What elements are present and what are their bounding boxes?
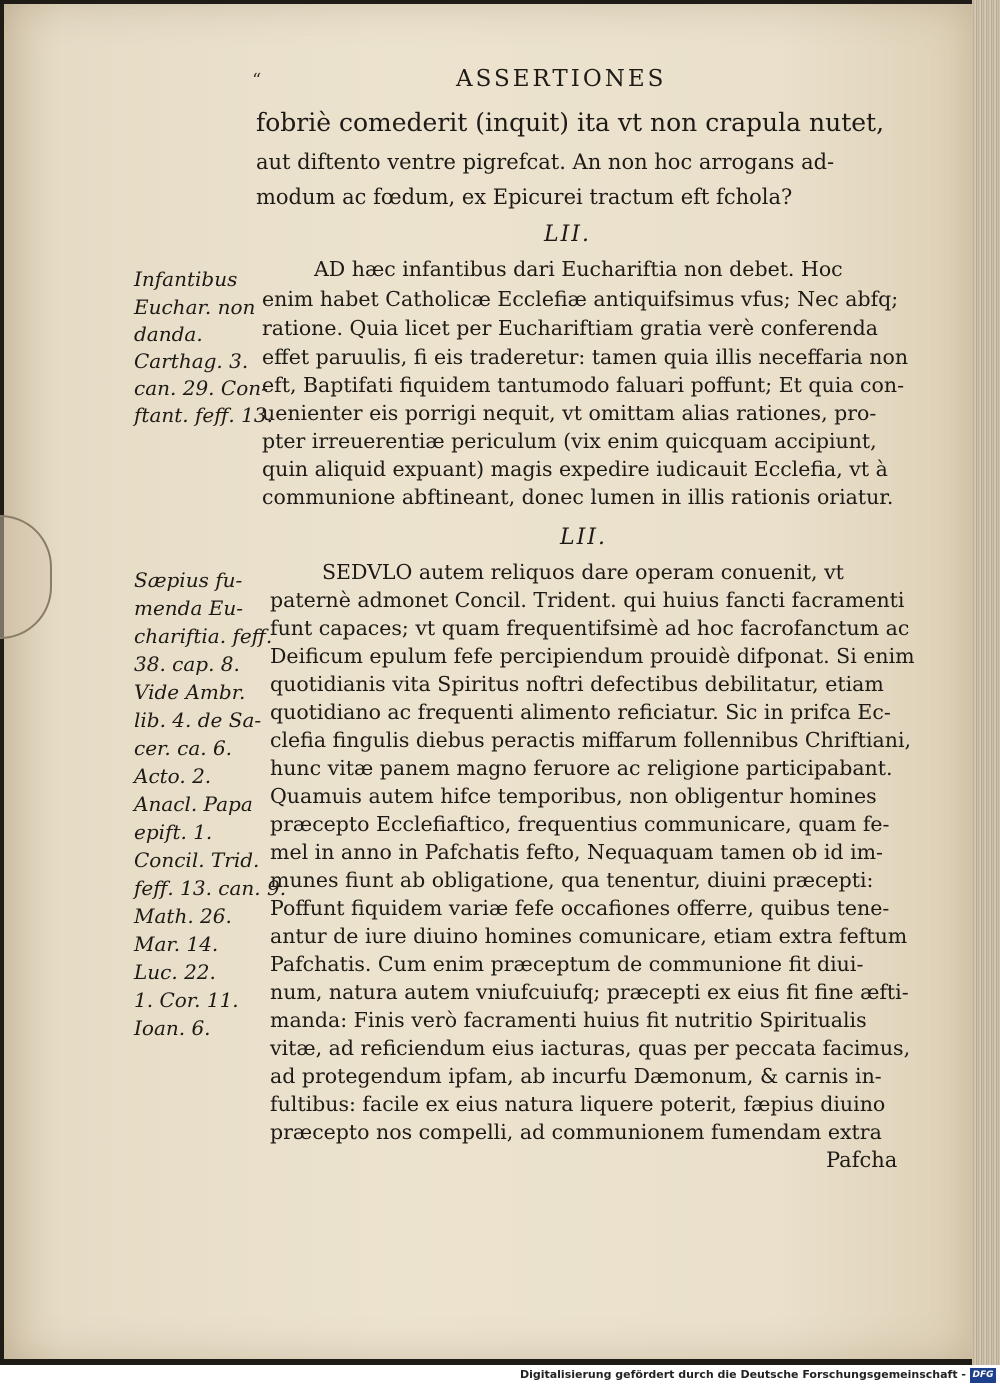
section-number: LII. [544, 222, 591, 247]
running-head: ASSERTIONES [456, 66, 667, 92]
text-line: quotidianis vita Spiritus noftri defectibus debilitatur, etiam [270, 672, 884, 696]
section-number: LII. [560, 525, 607, 550]
text-line: SEDVLO autem reliquos dare operam conuenit, vt [322, 560, 844, 584]
intro-line: aut diftento ventre pigrefcat. An non hoc arrogans ad- [256, 150, 835, 174]
margin-note: Infantibus [134, 267, 238, 291]
text-line: Deificum epulum fefe percipiendum prouidè difponat. Si enim [270, 644, 915, 668]
text-line: Poffunt fiquidem variæ fefe occafiones offerre, quibus tene- [270, 896, 890, 920]
margin-note: menda Eu- [134, 596, 244, 620]
page-mark: “ [252, 70, 262, 91]
margin-note: Math. 26. [134, 904, 232, 928]
text-line: effet paruulis, fi eis traderetur: tamen quia illis neceffaria non [262, 345, 909, 369]
text-line: præcepto Ecclefiaftico, frequentius communicare, quam fe- [270, 812, 890, 836]
text-line: antur de iure diuino homines comunicare, etiam extra feftum [270, 924, 908, 948]
text-line: funt capaces; vt quam frequentifsimè ad hoc facrofanctum ac [270, 616, 910, 640]
text-line: ratione. Quia licet per Euchariftiam gratia verè conferenda [262, 316, 878, 340]
text-line: AD hæc infantibus dari Euchariftia non debet. Hoc [314, 257, 843, 281]
margin-note: chariftia. feff. [134, 624, 273, 648]
text-line: fultibus: facile ex eius natura liquere poterit, fæpius diuino [270, 1092, 886, 1116]
margin-note: Ioan. 6. [134, 1016, 211, 1040]
margin-note: Luc. 22. [134, 960, 216, 984]
text-line: præcepto nos compelli, ad communionem fumendam extra [270, 1120, 882, 1144]
text-line: Quamuis autem hifce temporibus, non obligentur homines [270, 784, 877, 808]
dfg-logo: DFG [970, 1368, 996, 1383]
text-line: quotidiano ac frequenti alimento reficiatur. Sic in prifca Ec- [270, 700, 891, 724]
margin-note: Vide Ambr. [134, 680, 246, 704]
margin-note: can. 29. Con- [134, 376, 268, 400]
catchword: Pafcha [826, 1148, 898, 1172]
text-line: manda: Finis verò facramenti huius fit nutritio Spiritualis [270, 1008, 867, 1032]
margin-note: ftant. feff. 13. [134, 403, 273, 427]
margin-note: Euchar. non [134, 295, 256, 319]
margin-note: Acto. 2. [134, 764, 212, 788]
margin-note: Mar. 14. [134, 932, 219, 956]
text-line: uenienter eis porrigi nequit, vt omittam alias rationes, pro- [262, 401, 877, 425]
funding-notice: Digitalisierung gefördert durch die Deutsche Forschungsgemeinschaft - [519, 1368, 966, 1381]
intro-line: fobriè comederit (inquit) ita vt non crapula nutet, [256, 108, 885, 137]
text-line: Pafchatis. Cum enim præceptum de communione fit diui- [270, 952, 864, 976]
page-fore-edge [972, 0, 1000, 1365]
text-line: enim habet Catholicæ Ecclefiæ antiquifsimus vfus; Nec abfq; [262, 287, 899, 311]
margin-note: danda. [134, 322, 203, 346]
margin-note: feff. 13. can. 9. [134, 876, 287, 900]
text-line: munes fiunt ab obligatione, qua tenentur, diuini præcepti: [270, 868, 874, 892]
margin-note: Anacl. Papa [134, 792, 253, 816]
margin-note: Concil. Trid. [134, 848, 260, 872]
footer-bar [0, 1365, 1000, 1387]
text-line: ad protegendum ipfam, ab incurfu Dæmonum, & carnis in- [270, 1064, 882, 1088]
margin-note: 1. Cor. 11. [134, 988, 239, 1012]
text-line: num, natura autem vniufcuiufq; præcepti ex eius fit fine æfti- [270, 980, 909, 1004]
margin-note: Sæpius fu- [134, 568, 243, 592]
margin-note: cer. ca. 6. [134, 736, 233, 760]
text-line: hunc vitæ panem magno feruore ac religione participabant. [270, 756, 893, 780]
text-line: paternè admonet Concil. Trident. qui huius fancti facramenti [270, 588, 905, 612]
intro-line: modum ac fœdum, ex Epicurei tractum eft fchola? [256, 185, 793, 209]
text-line: mel in anno in Pafchatis fefto, Nequaquam tamen ob id im- [270, 840, 883, 864]
text-line: communione abftineant, donec lumen in illis rationis oriatur. [262, 485, 894, 509]
text-line: vitæ, ad reficiendum eius iacturas, quas per peccata facimus, [270, 1036, 911, 1060]
margin-note: 38. cap. 8. [134, 652, 240, 676]
margin-note: epift. 1. [134, 820, 213, 844]
text-line: eft, Baptifati fiquidem tantumodo faluari poffunt; Et quia con- [262, 373, 904, 397]
text-line: quin aliquid expuant) magis expedire iudicauit Ecclefia, vt à [262, 457, 888, 481]
margin-note: Carthag. 3. [134, 349, 249, 373]
text-line: pter irreuerentiæ periculum (vix enim quicquam accipiunt, [262, 429, 877, 453]
text-line: clefia fingulis diebus peractis miffarum follennibus Chriftiani, [270, 728, 912, 752]
margin-note: lib. 4. de Sa- [134, 708, 262, 732]
